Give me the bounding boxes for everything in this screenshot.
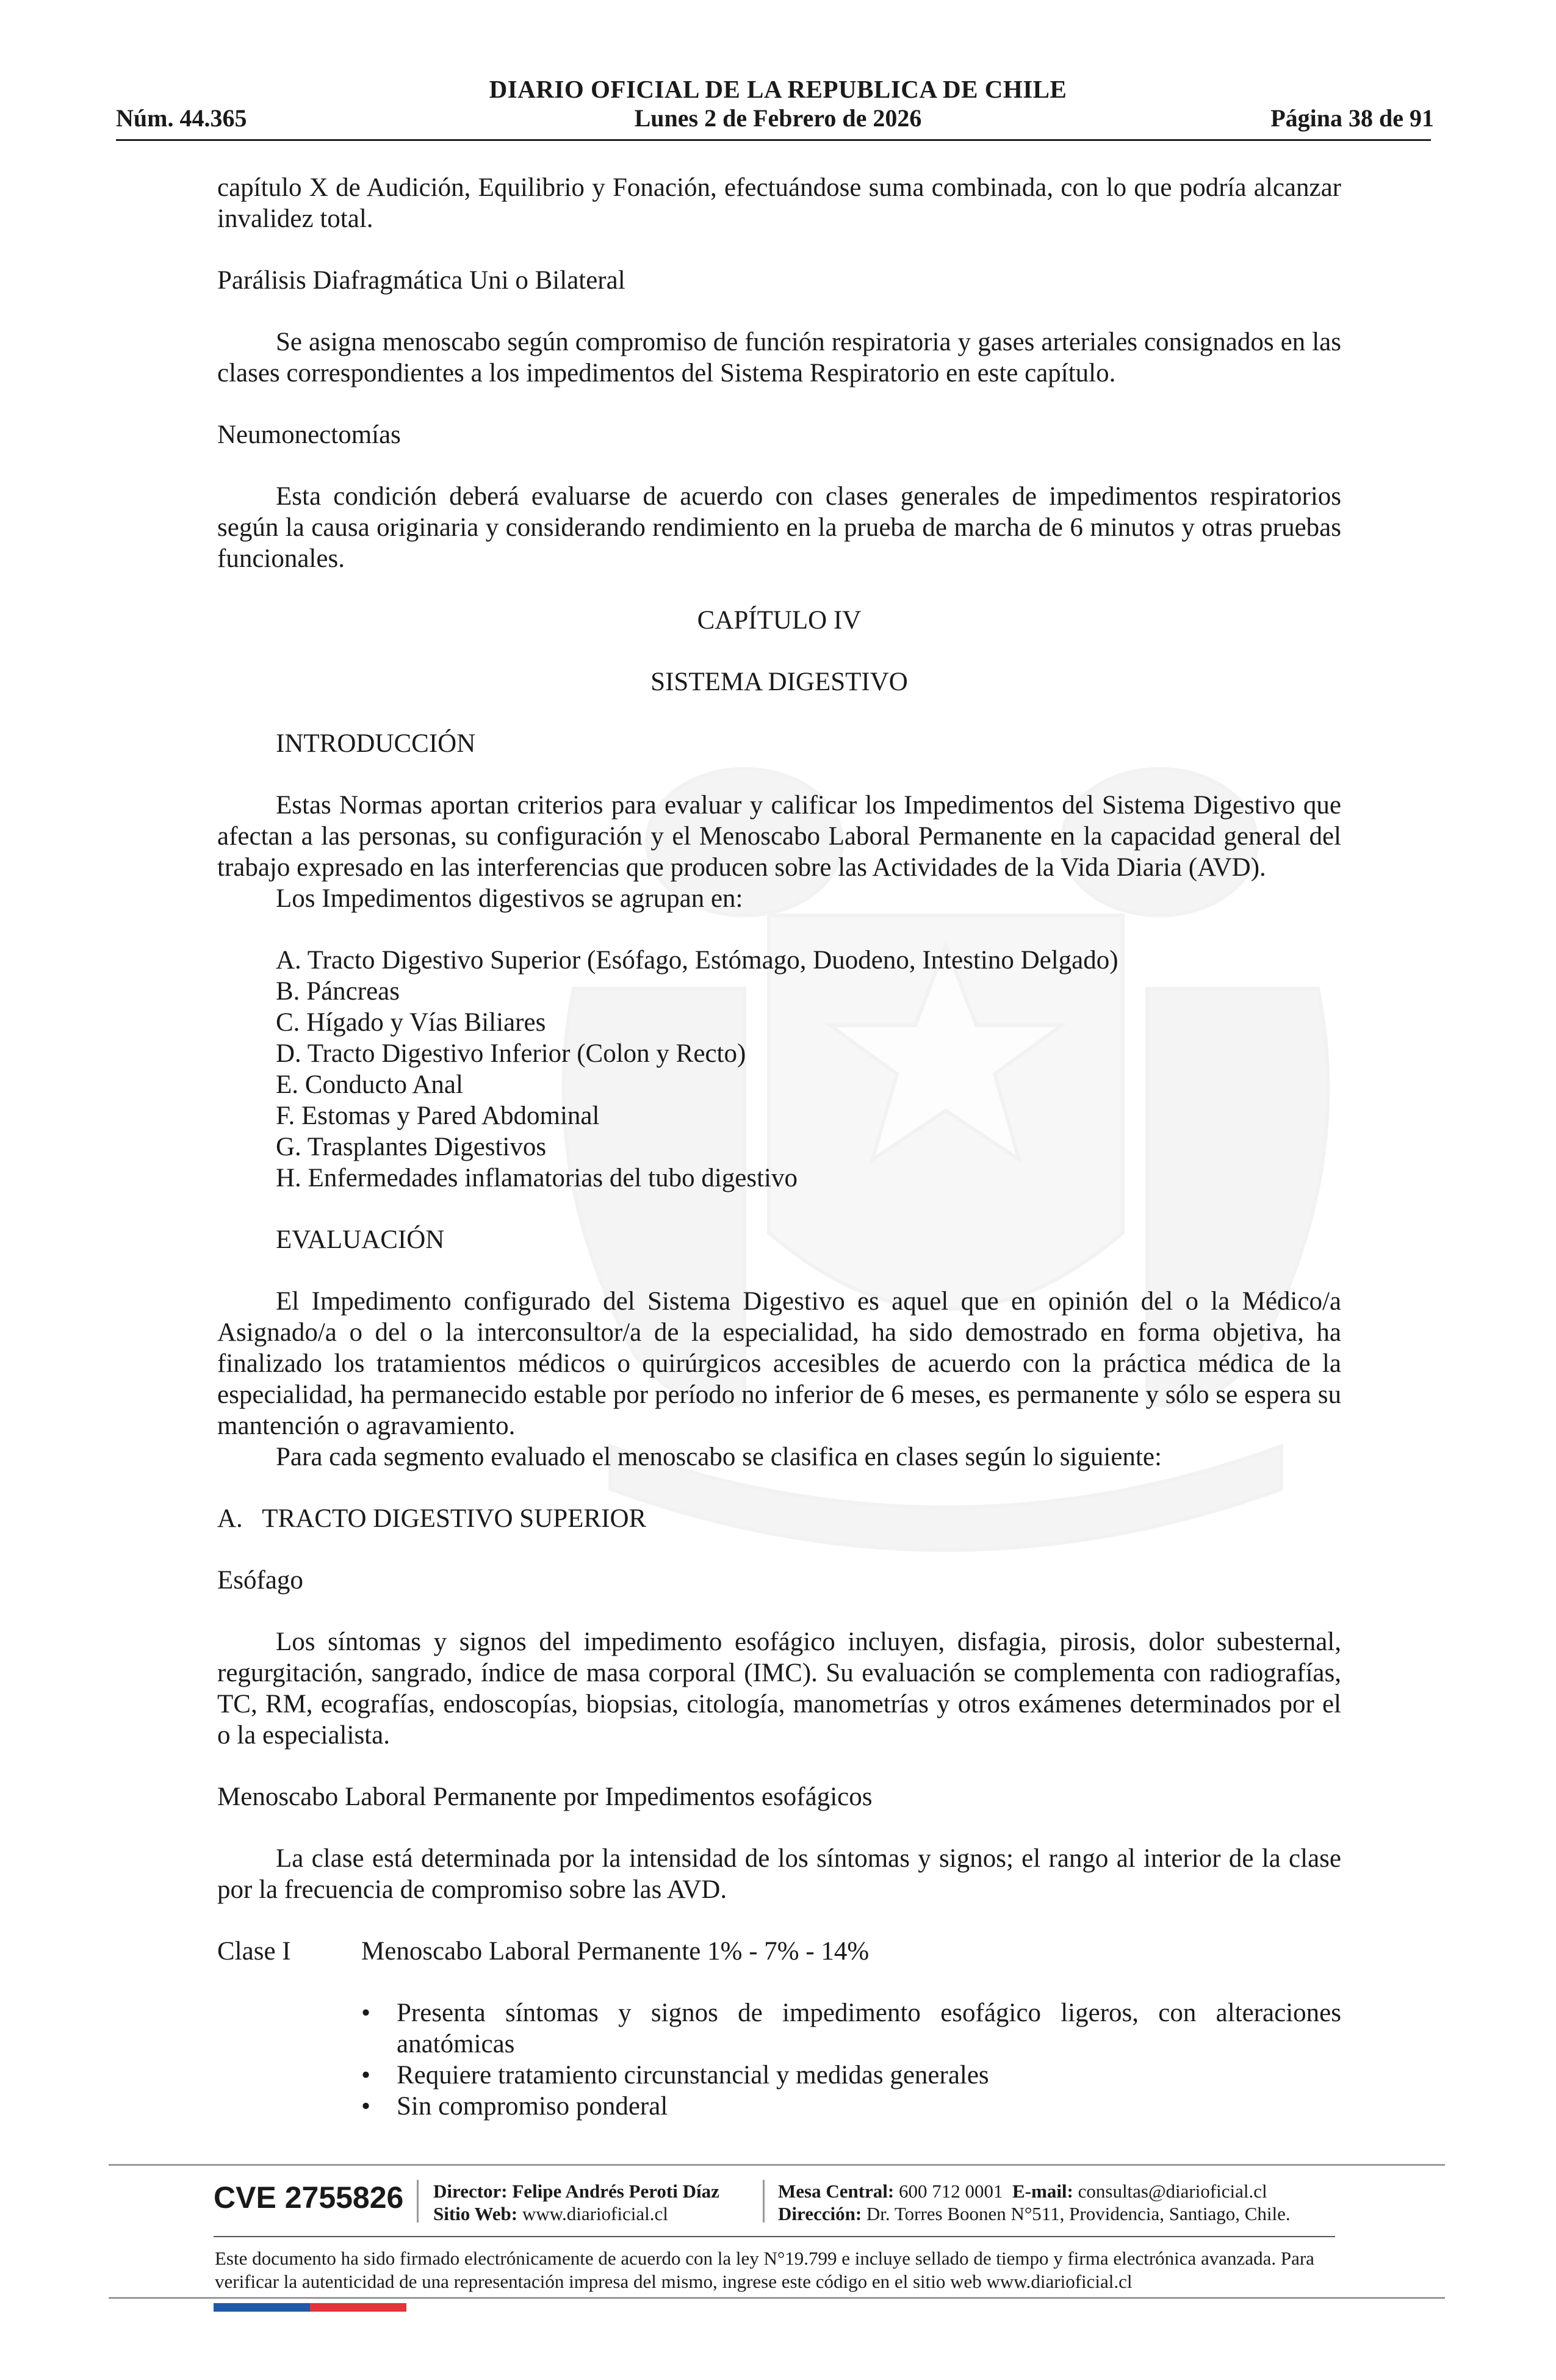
category-list [217,945,1341,1194]
bullet-icon: • [361,2061,371,2090]
issue-number: Núm. 44.365 [116,104,247,132]
web-label: Sitio Web: [433,2203,518,2224]
heading-evaluacion: EVALUACIÓN [276,1225,445,1254]
bullet-icon: • [361,2092,371,2121]
paragraph-clase-determinada: La clase está determinada por la intensidad de los síntomas y signos; el rango al interior de la clase por la frecuencia de compromiso sobre las AVD. [217,1844,1341,1904]
paragraph-agrupan: Los Impedimentos digestivos se agrupan en: [276,884,743,913]
heading-neumonectomias: Neumonectomías [217,420,401,449]
paragraph-paralisis: Se asigna menoscabo según compromiso de función respiratoria y gases arteriales consignados en las clases correspondientes a los impedimentos del Sistema Respiratorio en este capítulo. [217,328,1341,388]
list-item: B. Páncreas [276,977,400,1006]
clase-label: Clase I [217,1937,291,1966]
list-item: G. Trasplantes Digestivos [276,1133,547,1161]
legal-notice: Este documento ha sido firmado electrónicamente de acuerdo con la ley N°19.799 e incluye sellado de tiempo y firma electrónica avanzada. Para verificar la autenticidad de una representación impresa del mismo, ingrese este código en el sitio web www.diarioficial.cl [215,2248,1314,2292]
paragraph-esofago: Los síntomas y signos del impedimento esofágico incluyen, disfagia, pirosis, dolor subesternal, regurgitación, sangrado, índice de masa corporal (IMC). Su evaluación se complementa con radiografías, TC, RM, ecografías, endoscopías, biopsias, citología, manometrías y otros exámenes determinados por el o la especialista. [217,1628,1341,1750]
email-label: E-mail: [1012,2180,1073,2202]
list-item: F. Estomas y Pared Abdominal [276,1102,600,1130]
page-number: Página 38 de 91 [1270,104,1434,132]
clase-text: Menoscabo Laboral Permanente 1% - 7% - 14% [361,1937,870,1966]
bullet-list [217,1997,1341,2122]
list-item: A. Tracto Digestivo Superior (Esófago, Estómago, Duodeno, Intestino Delgado) [276,946,1118,975]
heading-esofago: Esófago [217,1566,303,1595]
heading-introduccion: INTRODUCCIÓN [276,729,476,758]
list-item: • Sin compromiso ponderal [361,2092,668,2121]
footer-contact-block [778,2180,1291,2225]
web-link[interactable]: www.diarioficial.cl [522,2203,668,2224]
address-label: Dirección: [778,2203,862,2224]
list-item: H. Enfermedades inflamatorias del tubo digestivo [276,1164,798,1192]
paragraph-neumonectomias: Esta condición deberá evaluarse de acuerdo con clases generales de impedimentos respiratorios según la causa originaria y considerando rendimiento en la prueba de marcha de 6 minutos y otras pruebas funcionales. [217,482,1341,573]
mesa-phone: 600 712 0001 [899,2180,1003,2202]
paragraph-evaluacion: El Impedimento configurado del Sistema Digestivo es aquel que en opinión del o la Médico/a Asignado/a o del o la interconsultor/a de la especialidad, ha sido demostrado en forma objetiva, ha finalizado los tratamientos médicos o quirúrgicos accesibles de acuerdo con la práctica médica de la especialidad, ha permanecido estable por período no inferior de 6 meses, es permanente y sólo se espera su mantención o agravamiento. [217,1287,1341,1440]
heading-menoscabo: Menoscabo Laboral Permanente por Impedimentos esofágicos [217,1783,873,1811]
flag-stripe-red [310,2303,406,2312]
flag-stripe-blue [214,2303,310,2312]
list-item: • Requiere tratamiento circunstancial y medidas generales [361,2061,989,2090]
footer-separator [417,2180,419,2223]
footer-divider-mid [214,2236,1335,2237]
director-name: Felipe Andrés Peroti Díaz [512,2180,719,2202]
document-body [217,172,1341,2122]
paragraph-introduccion: Estas Normas aportan criterios para evaluar y calificar los Impedimentos del Sistema Digestivo que afectan a las personas, su configuración y el Menoscabo Laboral Permanente en la capacidad general del trabajo expresado en las interferencias que producen sobre las Actividades de la Vida Diaria (AVD). [217,791,1341,882]
address-value: Dr. Torres Boonen N°511, Providencia, Santiago, Chile. [866,2203,1291,2224]
publication-title: DIARIO OFICIAL DE LA REPUBLICA DE CHILE [489,75,1067,103]
cve-code: CVE 2755826 [214,2180,404,2215]
footer-divider-bottom [109,2297,1445,2299]
issue-date: Lunes 2 de Febrero de 2026 [634,104,922,132]
heading-paralisis: Parálisis Diafragmática Uni o Bilateral [217,266,625,295]
header-divider [116,139,1431,141]
chapter-title: SISTEMA DIGESTIVO [650,668,908,696]
paragraph-segmento: Para cada segmento evaluado el menoscabo se clasifica en clases según lo siguiente: [276,1443,1162,1471]
paragraph-continuation: capítulo X de Audición, Equilibrio y Fonación, efectuándose suma combinada, con lo que podría alcanzar invalidez total. [217,173,1341,233]
list-item: • Presenta síntomas y signos de impedimento esofágico ligeros, con alteraciones anatómicas [361,1999,1341,2058]
bullet-icon: • [361,1999,371,2027]
list-item: E. Conducto Anal [276,1070,463,1099]
mesa-label: Mesa Central: [778,2180,895,2202]
header-row [116,104,1434,134]
footer-director-block [433,2180,719,2225]
list-item: C. Hígado y Vías Biliares [276,1008,546,1037]
email-link[interactable]: consultas@diarioficial.cl [1078,2180,1267,2202]
clase-row [217,1936,1341,1967]
footer-divider-top [109,2164,1445,2166]
heading-section-a: A. TRACTO DIGESTIVO SUPERIOR [217,1504,647,1533]
footer-separator [763,2180,765,2223]
director-label: Director: [433,2180,508,2202]
chapter-number: CAPÍTULO IV [697,606,862,635]
list-item: D. Tracto Digestivo Inferior (Colon y Recto) [276,1039,746,1068]
